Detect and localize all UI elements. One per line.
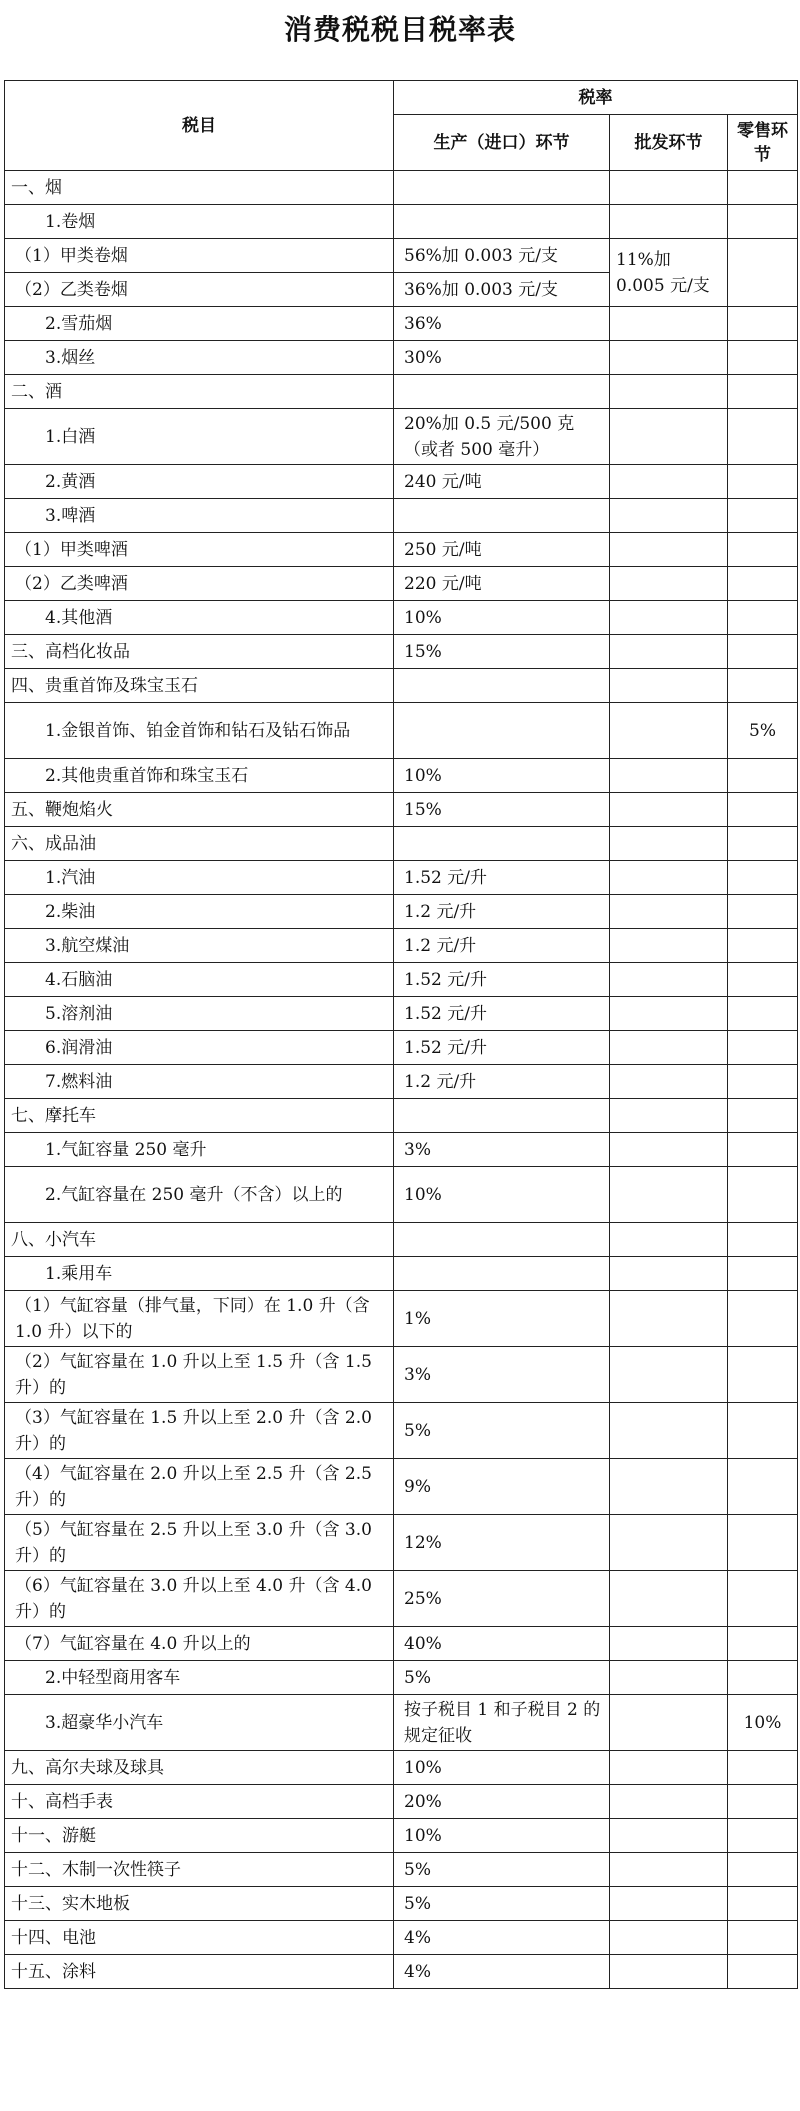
table-row (5, 1887, 798, 1921)
item-label: （7）气缸容量在 4.0 升以上的 (5, 1627, 394, 1661)
table-row (5, 1515, 798, 1571)
category-label: 五、鞭炮焰火 (5, 793, 394, 827)
rate-value: 240 元/吨 (394, 465, 610, 499)
rate-value: 10% (394, 1819, 610, 1853)
table-row (5, 1819, 798, 1853)
table-row (5, 1031, 798, 1065)
item-label: 6.润滑油 (5, 1031, 394, 1065)
category-label: 一、烟 (5, 171, 394, 205)
rate-value: 25% (394, 1571, 610, 1627)
table-row (5, 1167, 798, 1223)
rate-value: 3% (394, 1347, 610, 1403)
rate-value: 36% (394, 307, 610, 341)
category-label: 六、成品油 (5, 827, 394, 861)
rate-value: 15% (394, 635, 610, 669)
rate-value: 10% (394, 601, 610, 635)
table-row (5, 1921, 798, 1955)
item-label: 2.黄酒 (5, 465, 394, 499)
header-rate: 税率 (394, 81, 798, 115)
rate-value: 40% (394, 1627, 610, 1661)
item-label: 2.柴油 (5, 895, 394, 929)
table-row (5, 1751, 798, 1785)
category-label: 二、酒 (5, 375, 394, 409)
table-row (5, 1257, 798, 1291)
category-label: 八、小汽车 (5, 1223, 394, 1257)
item-label: 3.航空煤油 (5, 929, 394, 963)
table-row (5, 601, 798, 635)
rate-value: 1.52 元/升 (394, 997, 610, 1031)
table-row (5, 409, 798, 465)
table-row (5, 341, 798, 375)
item-label: （5）气缸容量在 2.5 升以上至 3.0 升（含 3.0 升）的 (5, 1515, 394, 1571)
rate-value: 1.52 元/升 (394, 1031, 610, 1065)
rate-value: 1% (394, 1291, 610, 1347)
item-label: （2）气缸容量在 1.0 升以上至 1.5 升（含 1.5 升）的 (5, 1347, 394, 1403)
table-row (5, 1853, 798, 1887)
rate-value: 12% (394, 1515, 610, 1571)
category-label: 七、摩托车 (5, 1099, 394, 1133)
item-label: （3）气缸容量在 1.5 升以上至 2.0 升（含 2.0 升）的 (5, 1403, 394, 1459)
item-label: （1）甲类啤酒 (5, 533, 394, 567)
table-row (5, 1291, 798, 1347)
table-row (5, 307, 798, 341)
rate-value: 10% (394, 759, 610, 793)
retail-rate-value: 10% (728, 1695, 798, 1751)
table-row (5, 1403, 798, 1459)
table-row (5, 1955, 798, 1989)
table-row (5, 793, 798, 827)
item-label: 3.啤酒 (5, 499, 394, 533)
item-label: 2.其他贵重首饰和珠宝玉石 (5, 759, 394, 793)
table-row (5, 1065, 798, 1099)
category-label: 十、高档手表 (5, 1785, 394, 1819)
item-label: 3.烟丝 (5, 341, 394, 375)
rate-value: 1.52 元/升 (394, 861, 610, 895)
item-label: （6）气缸容量在 3.0 升以上至 4.0 升（含 4.0 升）的 (5, 1571, 394, 1627)
table-row (5, 759, 798, 793)
item-label: 2.气缸容量在 250 毫升（不含）以上的 (5, 1167, 394, 1223)
category-label: 十二、木制一次性筷子 (5, 1853, 394, 1887)
rate-value: 15% (394, 793, 610, 827)
header-retail: 零售环节 (728, 115, 798, 171)
item-label: （2）乙类卷烟 (5, 273, 394, 307)
category-label: 十三、实木地板 (5, 1887, 394, 1921)
table-row (5, 1459, 798, 1515)
item-label: 2.雪茄烟 (5, 307, 394, 341)
rate-value: 按子税目 1 和子税目 2 的规定征收 (394, 1695, 610, 1751)
rate-value: 20% (394, 1785, 610, 1819)
table-row (5, 997, 798, 1031)
retail-rate-value: 5% (728, 703, 798, 759)
table-row (5, 205, 798, 239)
item-label: 1.乘用车 (5, 1257, 394, 1291)
table-row (5, 827, 798, 861)
item-label: 2.中轻型商用客车 (5, 1661, 394, 1695)
table-row (5, 1099, 798, 1133)
item-label: 1.金银首饰、铂金首饰和钻石及钻石饰品 (5, 703, 394, 759)
item-label: 1.气缸容量 250 毫升 (5, 1133, 394, 1167)
category-label: 三、高档化妆品 (5, 635, 394, 669)
rate-value: 5% (394, 1661, 610, 1695)
rate-value: 56%加 0.003 元/支 (394, 239, 610, 273)
table-row (5, 567, 798, 601)
table-row (5, 1661, 798, 1695)
rate-value: 10% (394, 1751, 610, 1785)
category-label: 十五、涂料 (5, 1955, 394, 1989)
page-title: 消费税税目税率表 (283, 13, 516, 46)
item-label: 4.其他酒 (5, 601, 394, 635)
table-row (5, 861, 798, 895)
table-row (5, 171, 798, 205)
rate-value: 5% (394, 1403, 610, 1459)
rate-value: 4% (394, 1921, 610, 1955)
item-label: 1.白酒 (5, 409, 394, 465)
item-label: 7.燃料油 (5, 1065, 394, 1099)
table-row (5, 669, 798, 703)
tax-rate-table (4, 80, 798, 1989)
item-label: 1.卷烟 (5, 205, 394, 239)
rate-value: 220 元/吨 (394, 567, 610, 601)
table-row (5, 635, 798, 669)
category-label: 十一、游艇 (5, 1819, 394, 1853)
table-row (5, 465, 798, 499)
item-label: 1.汽油 (5, 861, 394, 895)
rate-value: 1.52 元/升 (394, 963, 610, 997)
rate-value: 1.2 元/升 (394, 895, 610, 929)
header-item: 税目 (5, 81, 394, 171)
table-row (5, 1785, 798, 1819)
rate-value: 10% (394, 1167, 610, 1223)
rate-value: 36%加 0.003 元/支 (394, 273, 610, 307)
item-label: （1）甲类卷烟 (5, 239, 394, 273)
item-label: （1）气缸容量（排气量，下同）在 1.0 升（含 1.0 升）以下的 (5, 1291, 394, 1347)
category-label: 九、高尔夫球及球具 (5, 1751, 394, 1785)
category-label: 十四、电池 (5, 1921, 394, 1955)
item-label: 5.溶剂油 (5, 997, 394, 1031)
table-row (5, 1133, 798, 1167)
rate-value: 5% (394, 1887, 610, 1921)
category-label: 四、贵重首饰及珠宝玉石 (5, 669, 394, 703)
table-row (5, 929, 798, 963)
rate-value: 9% (394, 1459, 610, 1515)
rate-value: 5% (394, 1853, 610, 1887)
table-row (5, 1627, 798, 1661)
wholesale-rate-value: 11%加 0.005 元/支 (610, 239, 728, 307)
item-label: （4）气缸容量在 2.0 升以上至 2.5 升（含 2.5 升）的 (5, 1459, 394, 1515)
table-row (5, 1223, 798, 1257)
rate-value: 3% (394, 1133, 610, 1167)
rate-value: 1.2 元/升 (394, 1065, 610, 1099)
table-row (5, 533, 798, 567)
rate-value: 4% (394, 1955, 610, 1989)
table-row (5, 703, 798, 759)
rate-value: 250 元/吨 (394, 533, 610, 567)
table-row (5, 1347, 798, 1403)
header-row-1 (5, 81, 798, 115)
table-row (5, 499, 798, 533)
rate-value: 30% (394, 341, 610, 375)
table-row (5, 963, 798, 997)
item-label: 4.石脑油 (5, 963, 394, 997)
rate-value: 1.2 元/升 (394, 929, 610, 963)
item-label: （2）乙类啤酒 (5, 567, 394, 601)
table-row (5, 895, 798, 929)
table-row (5, 1571, 798, 1627)
rate-value: 20%加 0.5 元/500 克（或者 500 毫升） (394, 409, 610, 465)
table-row (5, 1695, 798, 1751)
item-label: 3.超豪华小汽车 (5, 1695, 394, 1751)
header-wholesale: 批发环节 (610, 115, 728, 171)
table-row (5, 375, 798, 409)
table-row (5, 239, 798, 273)
header-production: 生产（进口）环节 (394, 115, 610, 171)
